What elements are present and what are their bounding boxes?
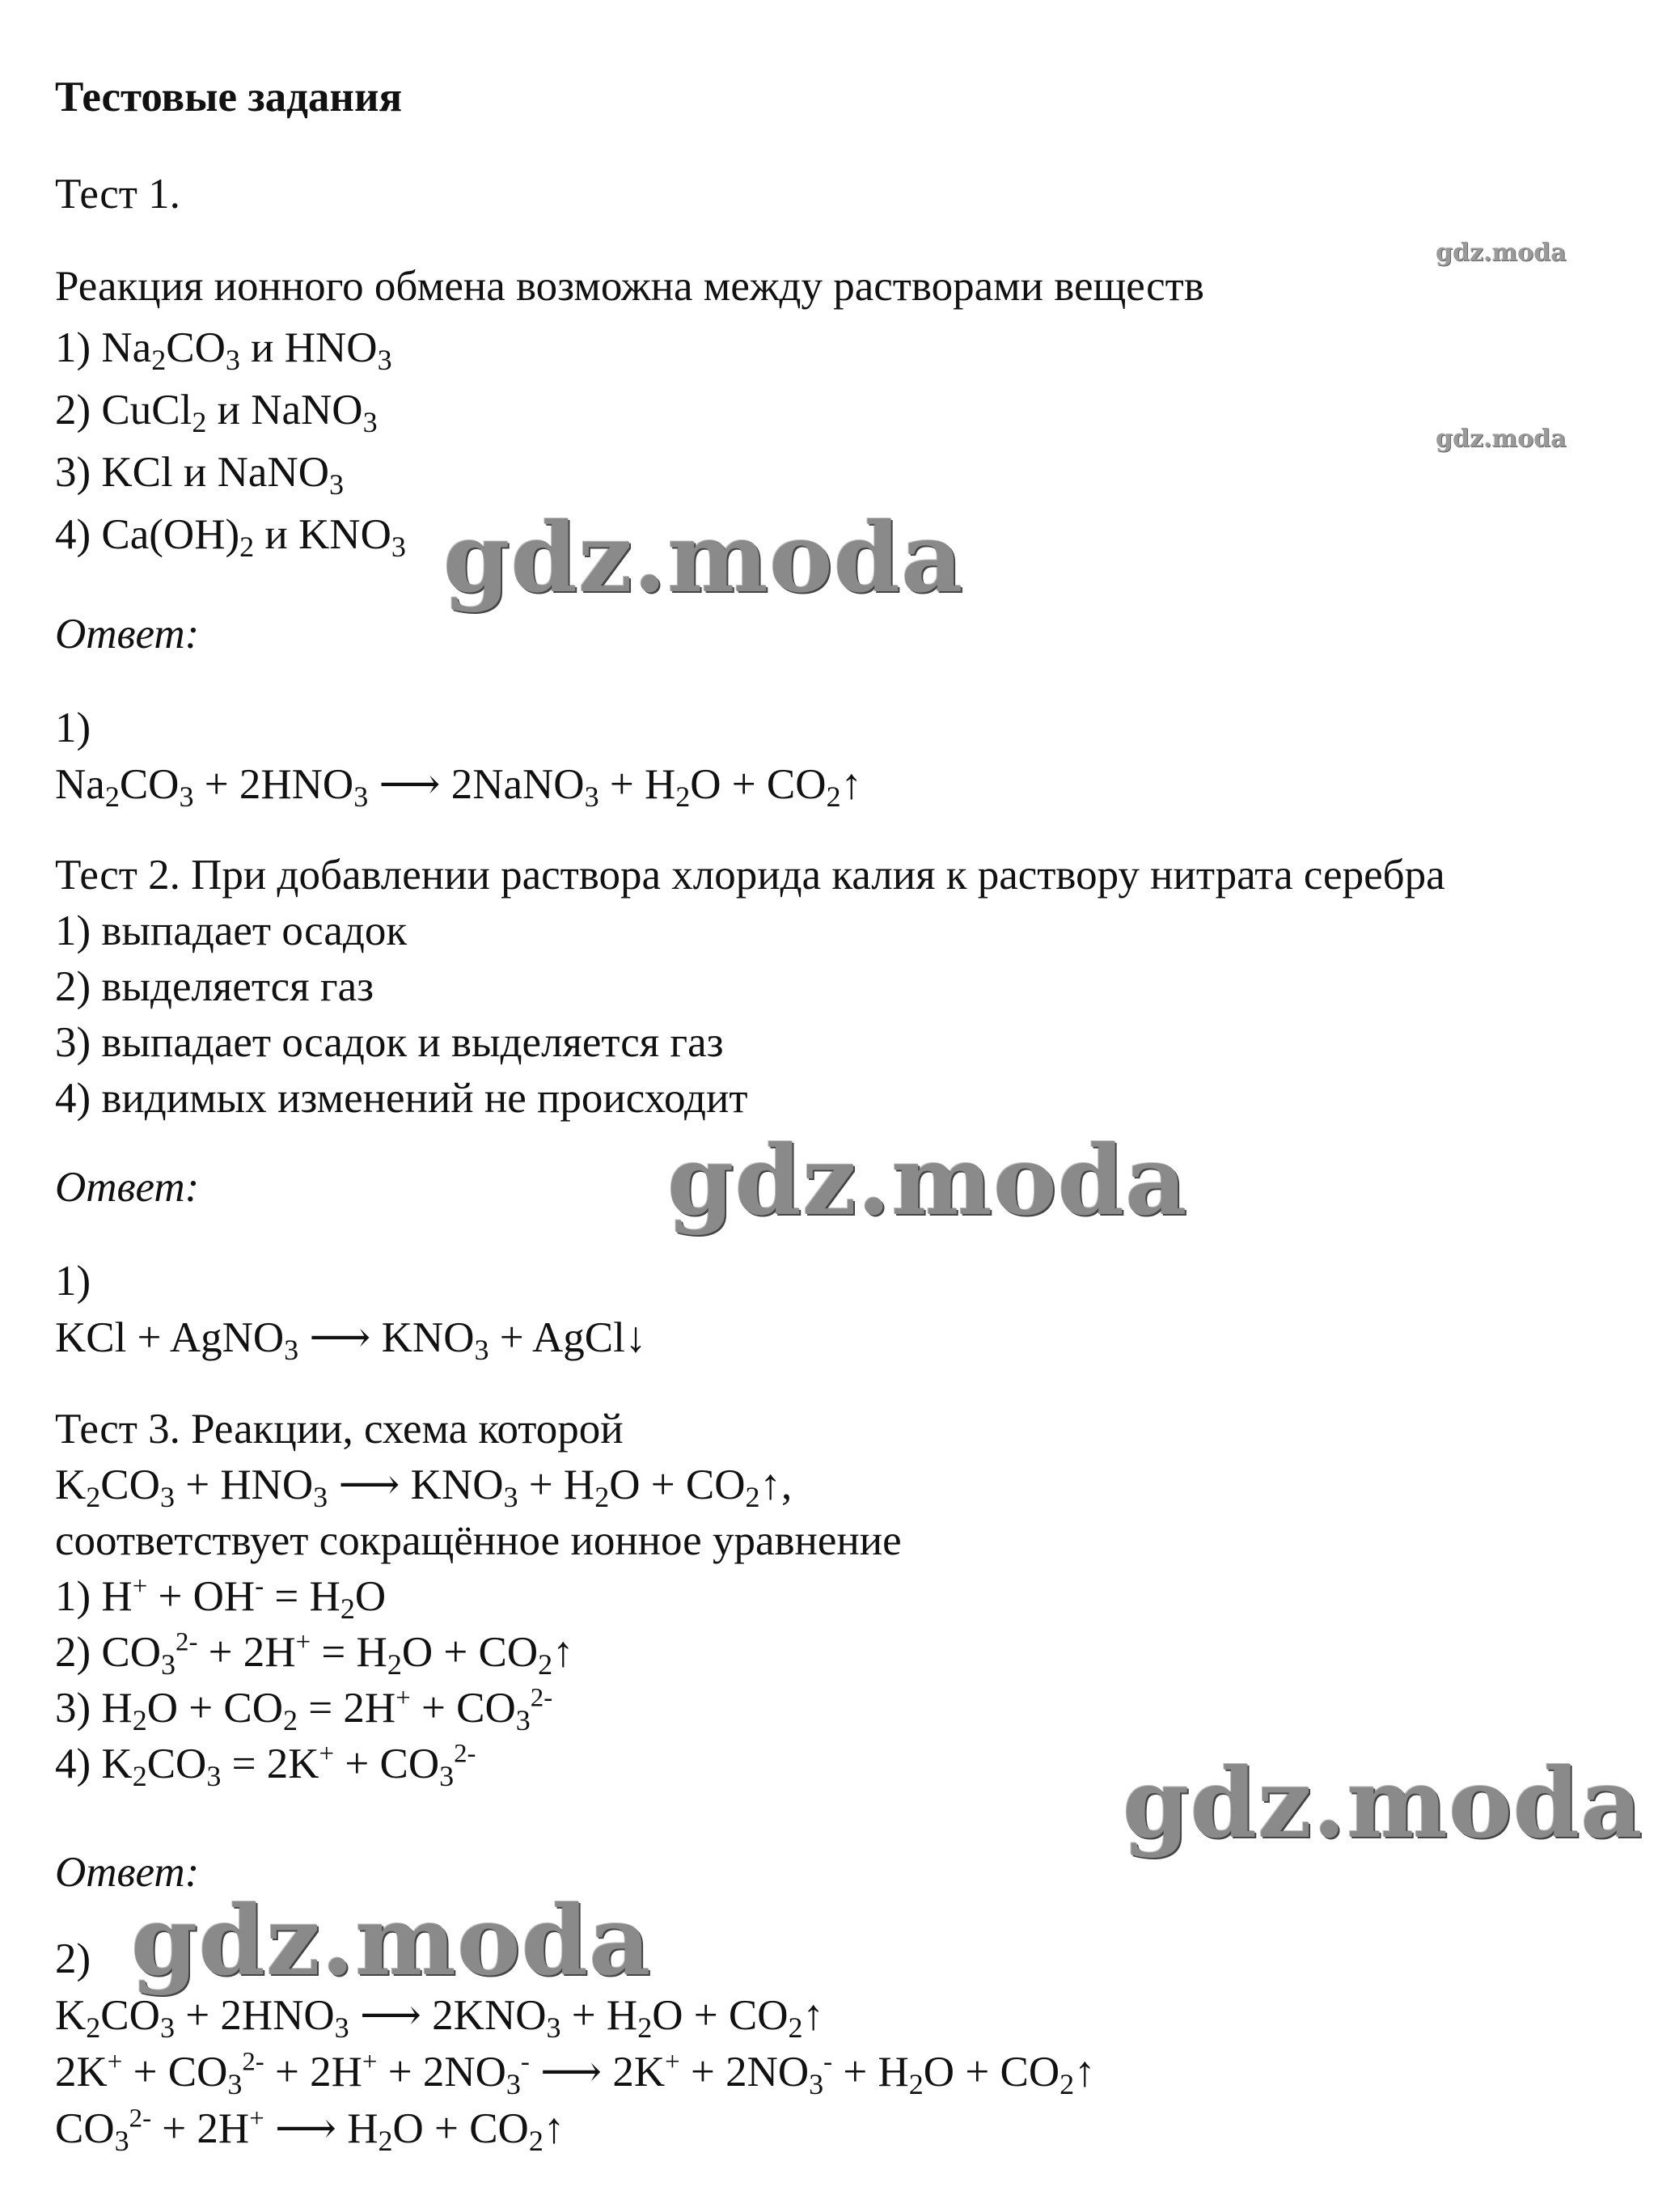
test2-option-3: 3) выпадает осадок и выделяется газ: [55, 1019, 724, 1066]
test3-question: Тест 3. Реакции, схема которой: [55, 1406, 624, 1453]
test1-option-4: 4) $Ca(OH)_2$ и $KNO_3$: [55, 511, 406, 564]
watermark: gdz.moda: [131, 1884, 652, 1997]
test1-label: Тест 1.: [55, 171, 180, 218]
test1-option-1: 1) $Na_2CO_3$ и $HNO_3$: [55, 324, 392, 377]
test3-option-4: 4) $K_2CO_3 = 2K^+ + CO_3^{2-}$: [55, 1739, 476, 1793]
test3-question-2: соответствует сокращённое ионное уравнение: [55, 1517, 902, 1564]
test2-answer-label: Ответ:: [55, 1164, 200, 1211]
test3-equation-2: $2K^+ + CO_3^{2-} + 2H^+ + 2NO_3^-$ ⟶ $2K^+ + 2NO_3^- + H_2O$ + $CO_2↑$: [55, 2047, 1096, 2101]
test2-equation: KCl + AgNO$_3$ ⟶ $KNO_3$ + AgCl↓: [55, 1314, 647, 1367]
watermark: gdz.moda: [443, 501, 964, 614]
test1-option-2: 2) CuCl$_2$ и NaNO$_3$: [55, 387, 378, 439]
watermark: gdz.moda: [667, 1124, 1188, 1237]
test3-answer-label: Ответ:: [55, 1849, 200, 1896]
test1-equation: $Na_2CO_3 + 2HNO_3$ ⟶ 2NaNO$_3$ + $H_2O$ + $CO_2↑$: [55, 761, 863, 814]
test3-answer: 2): [55, 1935, 91, 1982]
test3-equation-3: $CO_3^{2-} + 2H^+$ ⟶ $H_2O$ + $CO_2↑$: [55, 2104, 565, 2158]
watermark: gdz.moda: [1436, 239, 1567, 267]
test3-option-1: 1) $H^+ + OH^- = H_2O$: [55, 1571, 387, 1626]
test1-question: Реакция ионного обмена возможна между растворами веществ: [55, 263, 1204, 310]
test2-question: Тест 2. При добавлении раствора хлорида калия к раствору нитрата серебра: [55, 852, 1445, 899]
test2-option-4: 4) видимых изменений не происходит: [55, 1075, 748, 1122]
test1-answer-label: Ответ:: [55, 611, 200, 658]
test3-option-3: 3) $H_2O + CO_2 = 2H^+ + CO_3^{2-}$: [55, 1683, 553, 1737]
test1-option-3: 3) KCl и NaNO$_3$: [55, 449, 344, 501]
test3-equation-1: $K_2CO_3 + 2HNO_3$ ⟶ $2KNO_3 + H_2O$ + $CO_2↑$: [55, 1992, 825, 2045]
test2-option-2: 2) выделяется газ: [55, 963, 374, 1010]
test3-option-2: 2) $CO_3^{2-} + 2H^+ = H_2O$ + $CO_2↑$: [55, 1627, 574, 1681]
watermark: gdz.moda: [1123, 1747, 1643, 1859]
page-title: Тестовые задания: [55, 74, 403, 121]
test2-answer: 1): [55, 1258, 91, 1305]
test2-option-1: 1) выпадает осадок: [55, 907, 408, 954]
watermark: gdz.moda: [1436, 425, 1567, 453]
test1-answer: 1): [55, 704, 91, 751]
test3-scheme: $K_2CO_3 + HNO_3$ ⟶ $KNO_3 + H_2O$ + $CO_2↑$,: [55, 1461, 793, 1514]
